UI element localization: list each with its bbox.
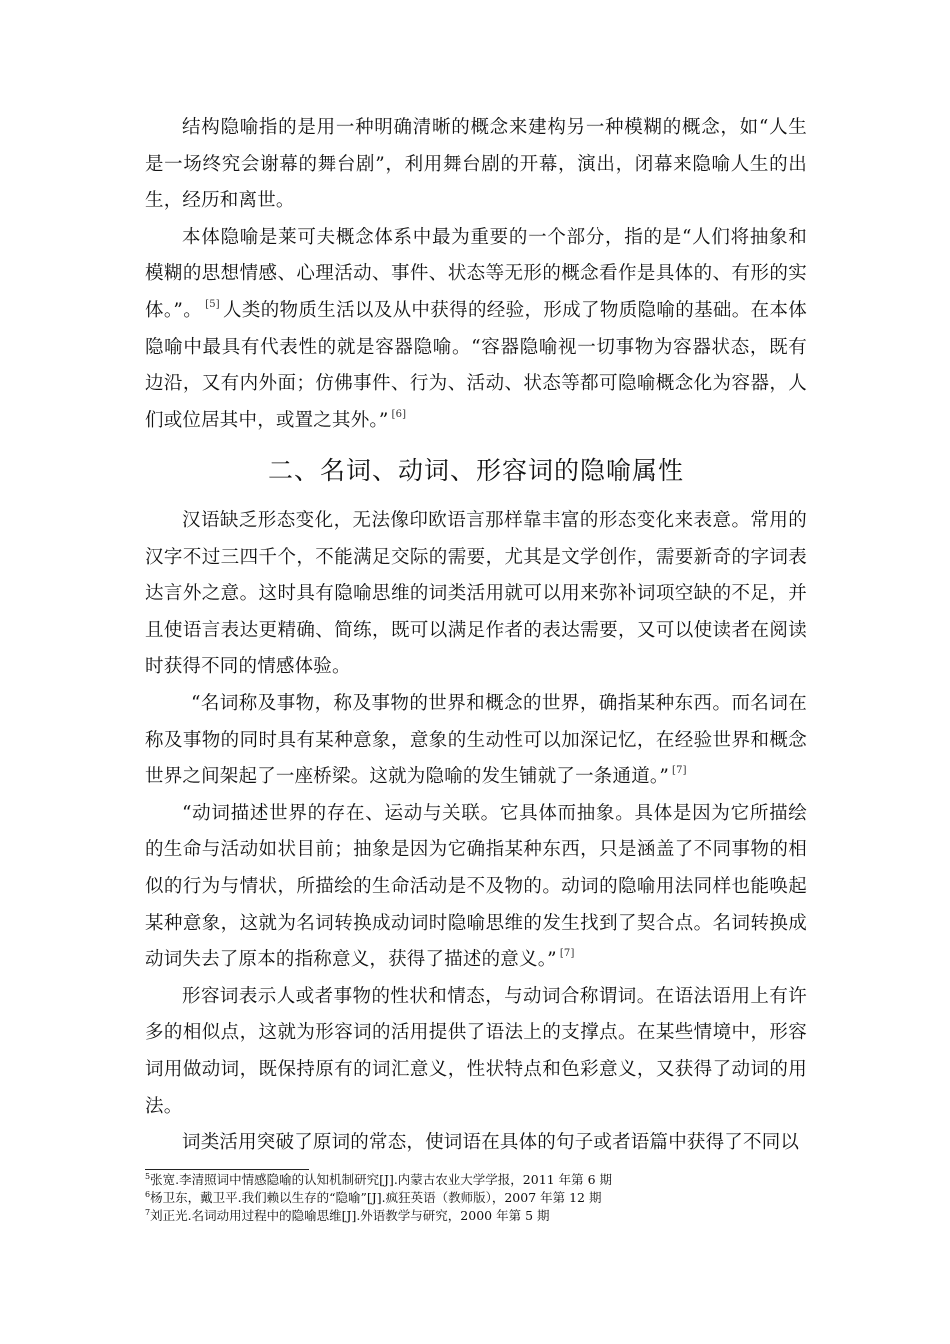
paragraph-verb-quote: [145, 796, 807, 979]
footnote: [145, 1207, 807, 1225]
footnote-text: 张宽.李清照词中情感隐喻的认知机制研究[J].内蒙古农业大学学报，2011 年第 6 期: [150, 1172, 612, 1187]
citation-ref: [6]: [391, 408, 407, 420]
paragraph-ontological-metaphor: [145, 220, 807, 440]
footnote-number: 6: [145, 1190, 151, 1199]
body-section-top: [145, 110, 807, 439]
citation-ref: [7]: [672, 765, 687, 777]
paragraph-text: 本体隐喻是莱可夫概念体系中最为重要的一个部分，指的是“人们将抽象和模糊的思想情感、心理活动、事件、状态等无形的概念看作是具体的、有形的实体。”。: [145, 226, 807, 321]
footnote-text: 刘正光.名词动用过程中的隐喻思维[J].外语教学与研究，2000 年第 5 期: [150, 1208, 550, 1223]
footnote: [145, 1171, 807, 1189]
footnote-number: 5: [145, 1172, 151, 1181]
paragraph-text: “名词称及事物，称及事物的世界和概念的世界，确指某种东西。而名词在称及事物的同时具有某种意象，意象的生动性可以加深记忆，在经验世界和概念世界之间架起了一座桥梁。这就为隐喻的发生铺就了一条通道。”: [145, 692, 807, 788]
footnotes: [145, 1171, 807, 1225]
footnote-text: 杨卫东，戴卫平.我们赖以生存的“隐喻”[J].疯狂英语（教师版），2007 年第 12 期: [150, 1190, 602, 1205]
footnote: [145, 1189, 807, 1207]
paragraph-noun-quote: [145, 686, 807, 796]
paragraph-chinese-morphology: 汉语缺乏形态变化，无法像印欧语言那样靠丰富的形态变化来表意。常用的汉字不过三四千个，不能满足交际的需要，尤其是文学创作，需要新奇的字词表达言外之意。这时具有隐喻思维的词类活用就可以用来弥补词项空缺的不足，并且使语言表达更精确、简练，既可以满足作者的表达需要，又可以使读者在阅读时获得不同的情感体验。: [145, 510, 807, 678]
citation-ref: [5]: [205, 298, 220, 310]
paragraph-structural-metaphor: 结构隐喻指的是用一种明确清晰的概念来建构另一种模糊的概念，如“人生是一场终究会谢幕的舞台剧”，利用舞台剧的开幕，演出，闭幕来隐喻人生的出生，经历和离世。: [145, 117, 807, 212]
paragraph-text: 人类的物质生活以及从中获得的经验，形成了物质隐喻的基础。在本体隐喻中最具有代表性的就是容器隐喻。“容器隐喻视一切事物为容器状态，既有边沿，又有内外面；仿佛事件、行为、活动、状态等都可隐喻概念化为容器，人们或位居其中，或置之其外。”: [145, 299, 808, 431]
paragraph-word-class-conversion: 词类活用突破了原词的常态，使词语在具体的句子或者语篇中获得了不同以: [182, 1132, 800, 1154]
footnote-separator: [145, 1169, 309, 1170]
paragraph-adjective: 形容词表示人或者事物的性状和情态，与动词合称谓词。在语法语用上有许多的相似点，这就为形容词的活用提供了语法上的支撑点。在某些情境中，形容词用做动词，既保持原有的词汇意义，性状特点和色彩意义，又获得了动词的用法。: [145, 985, 807, 1117]
citation-ref: [7]: [559, 948, 575, 960]
body-section-bottom: [145, 503, 807, 1162]
section-heading: 二、名词、动词、形容词的隐喻属性: [267, 456, 684, 485]
paragraph-text: “动词描述世界的存在、运动与关联。它具体而抽象。具体是因为它所描绘的生命与活动如状目前；抽象是因为它确指某种东西，只是涵盖了不同事物的相似的行为与情状，所描绘的生命活动是不及物的。动词的隐喻用法同样也能唤起某种意象，这就为名词转换成动词时隐喻思维的发生找到了契合点。名词转换成动词失去了原本的指称意义，获得了描述的意义。”: [145, 802, 807, 971]
footnote-number: 7: [145, 1208, 151, 1217]
